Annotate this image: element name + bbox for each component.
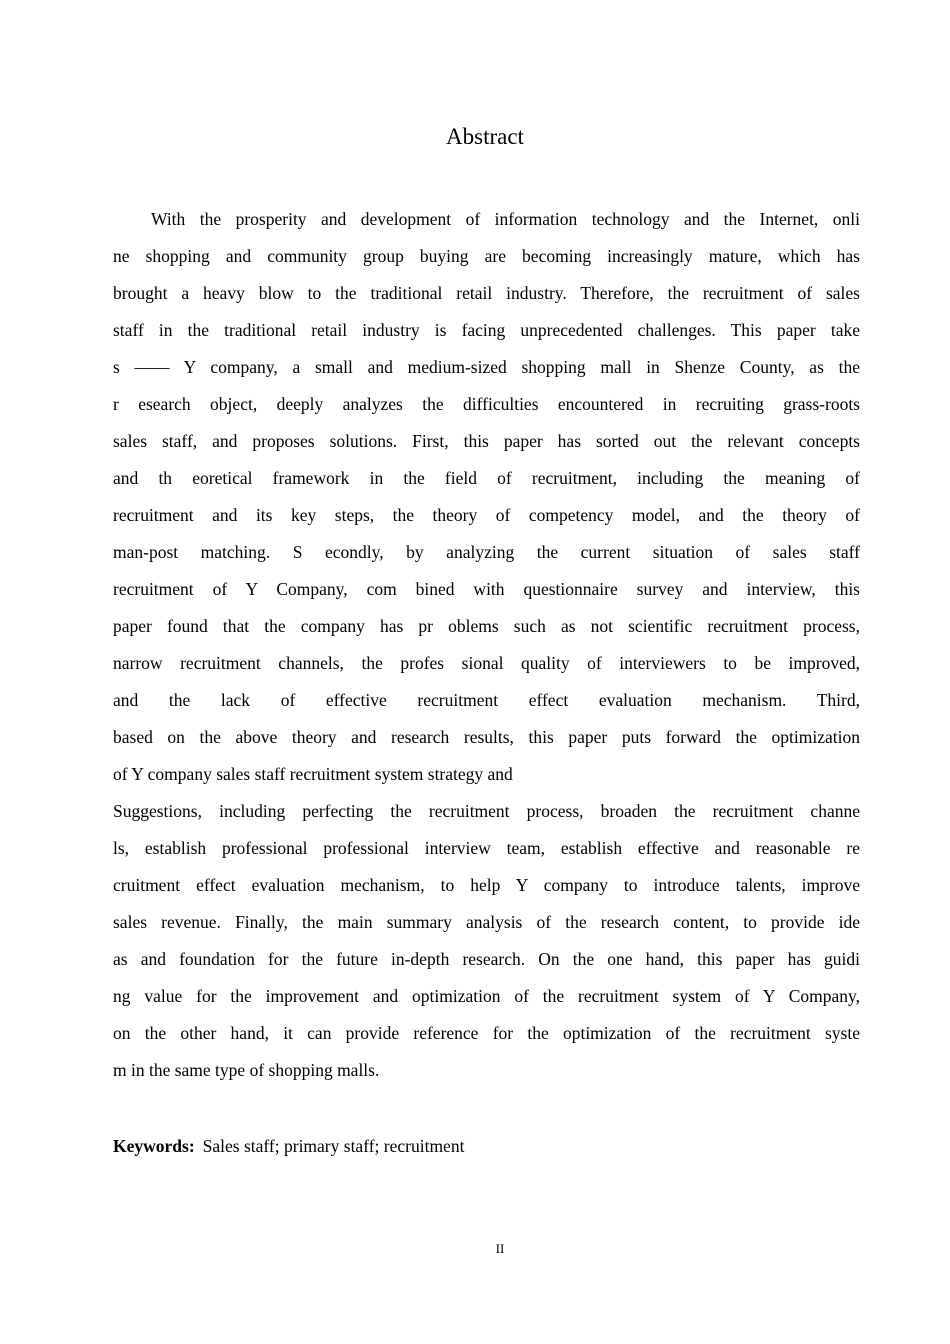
abstract-line: and th eoretical framework in the field of recruitment, including the meaning of <box>113 468 860 488</box>
keywords-label: Keywords: <box>113 1136 195 1156</box>
keywords-text: Sales staff; primary staff; recruitment <box>202 1136 465 1156</box>
abstract-line: ne shopping and community group buying are becoming increasingly mature, which has <box>113 246 860 266</box>
abstract-line: paper found that the company has pr oblems such as not scientific recruitment process, <box>113 616 860 636</box>
abstract-line: narrow recruitment channels, the profes sional quality of interviewers to be improved, <box>113 653 860 673</box>
page-number: II <box>495 1241 505 1256</box>
abstract-line: and the lack of effective recruitment effect evaluation mechanism. Third, <box>113 690 860 710</box>
abstract-line: m in the same type of shopping malls. <box>113 1060 380 1080</box>
abstract-line: cruitment effect evaluation mechanism, to help Y company to introduce talents, improve <box>113 875 860 895</box>
abstract-title: Abstract <box>446 124 524 149</box>
abstract-body <box>113 204 860 1092</box>
abstract-line: Suggestions, including perfecting the recruitment process, broaden the recruitment channe <box>113 801 860 821</box>
abstract-line: s —— Y company, a small and medium-sized shopping mall in Shenze County, as the <box>113 357 860 377</box>
abstract-line: sales revenue. Finally, the main summary analysis of the research content, to provide ide <box>113 912 860 932</box>
abstract-line: ng value for the improvement and optimization of the recruitment system of Y Company, <box>113 986 860 1006</box>
abstract-line: of Y company sales staff recruitment system strategy and <box>113 764 513 784</box>
abstract-line: sales staff, and proposes solutions. First, this paper has sorted out the relevant concepts <box>113 431 860 451</box>
abstract-line: as and foundation for the future in-depth research. On the one hand, this paper has guidi <box>113 949 860 969</box>
abstract-line: r esearch object, deeply analyzes the difficulties encountered in recruiting grass-roots <box>113 394 860 414</box>
abstract-line: With the prosperity and development of information technology and the Internet, onli <box>151 209 860 229</box>
abstract-line: ls, establish professional professional interview team, establish effective and reasonable re <box>113 838 860 858</box>
abstract-line: on the other hand, it can provide reference for the optimization of the recruitment syste <box>113 1023 860 1043</box>
keywords-line <box>113 1132 464 1160</box>
abstract-line: recruitment of Y Company, com bined with questionnaire survey and interview, this <box>113 579 860 599</box>
abstract-line: based on the above theory and research results, this paper puts forward the optimization <box>113 727 860 747</box>
abstract-line: recruitment and its key steps, the theory of competency model, and the theory of <box>113 505 860 525</box>
abstract-line: man-post matching. S econdly, by analyzing the current situation of sales staff <box>113 542 860 562</box>
abstract-line: brought a heavy blow to the traditional retail industry. Therefore, the recruitment of sales <box>113 283 860 303</box>
abstract-line: staff in the traditional retail industry is facing unprecedented challenges. This paper take <box>113 320 860 340</box>
